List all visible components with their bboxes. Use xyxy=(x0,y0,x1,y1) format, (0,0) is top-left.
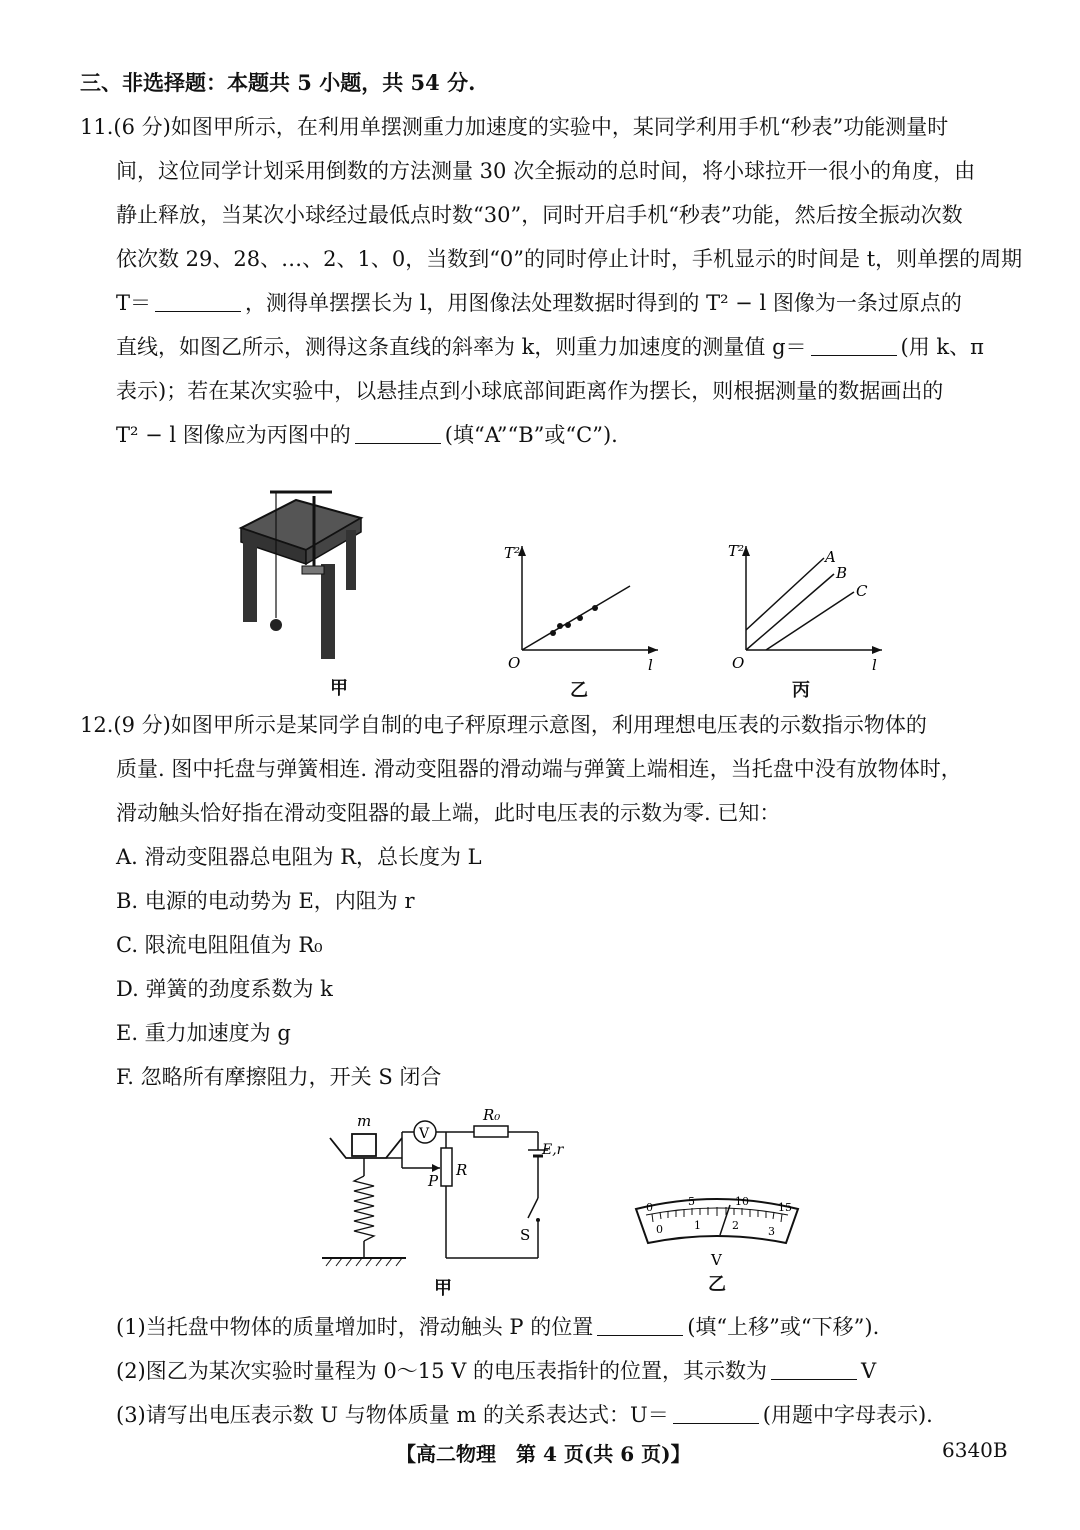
q11-graph-label: T² − l 图像应为丙图中的 xyxy=(116,423,351,447)
answer-blank-expression[interactable] xyxy=(673,1403,759,1424)
q12-line-2: 质量. 图中托盘与弹簧相连. 滑动变阻器的滑动端与弹簧上端相连，当托盘中没有放物体时， xyxy=(116,757,962,781)
q11-line-6-rest: (用 k、π xyxy=(900,335,984,359)
meter-lower-3: 3 xyxy=(768,1225,775,1238)
fig-caption-meter-yi: 乙 xyxy=(708,1274,726,1295)
q12-option-e: E. 重力加速度为 g xyxy=(116,1021,291,1045)
q12-line-1: 12.(9 分)如图甲所示是某同学自制的电子秤原理示意图，利用理想电压表的示数指示物体的 xyxy=(80,713,927,737)
q11-line-1: 11.(6 分)如图甲所示，在利用单摆测重力加速度的实验中，某同学利用手机“秒表”功能测量时 xyxy=(80,115,949,139)
q11-line-4: 依次数 29、28、…、2、1、0，当数到“0”的同时停止计时，手机显示的时间是 t，则单摆的周期 xyxy=(116,247,1023,271)
q11-line-2: 间，这位同学计划采用倒数的方法测量 30 次全振动的总时间，将小球拉开一很小的角度，由 xyxy=(116,159,976,183)
q12-option-c: C. 限流电阻阻值为 R₀ xyxy=(116,933,323,957)
answer-blank-slider[interactable] xyxy=(597,1315,683,1336)
q12-option-f: F. 忽略所有摩擦阻力，开关 S 闭合 xyxy=(116,1065,442,1089)
paper-code: 6340B xyxy=(942,1438,1008,1462)
q12-line-3: 滑动触头恰好指在滑动变阻器的最上端，此时电压表的示数为零. 已知： xyxy=(116,801,781,825)
graph-bing-origin: O xyxy=(732,654,745,672)
q12-sub-3 xyxy=(116,1400,933,1430)
fig-caption-circuit-jia: 甲 xyxy=(434,1278,452,1299)
fig-caption-bing: 丙 xyxy=(792,680,810,701)
meter-lower-0: 0 xyxy=(656,1223,663,1236)
q12-sub-1-rest: (填“上移”或“下移”). xyxy=(687,1315,880,1339)
q12-sub-3-text: (3)请写出电压表示数 U 与物体质量 m 的关系表达式：U＝ xyxy=(116,1403,669,1427)
mass-label: m xyxy=(357,1112,372,1130)
q12-sub-1-text: (1)当托盘中物体的质量增加时，滑动触头 P 的位置 xyxy=(116,1315,594,1339)
resistor-label: R xyxy=(456,1161,468,1179)
q11-line-3: 静止释放，当某次小球经过最低点时数“30”，同时开启手机“秒表”功能，然后按全振动次数 xyxy=(116,203,963,227)
answer-blank-graph[interactable] xyxy=(355,423,441,444)
meter-unit: V xyxy=(711,1251,722,1269)
pendulum-apparatus-figure xyxy=(236,478,366,678)
q11-line-7: 表示)；若在某次实验中，以悬挂点到小球底部间距离作为摆长，则根据测量的数据画出的 xyxy=(116,379,944,403)
voltmeter-dial-figure xyxy=(632,1195,802,1270)
line-a-label: A xyxy=(825,548,836,566)
graph-yi-x-label: l xyxy=(648,656,653,674)
r0-label: R₀ xyxy=(483,1106,501,1124)
q11-line-8-rest: (填“A”“B”或“C”). xyxy=(444,423,618,447)
graph-yi-y-label: T² xyxy=(504,544,521,562)
section-heading: 三、非选择题：本题共 5 小题，共 54 分. xyxy=(80,70,476,95)
q12-option-b: B. 电源的电动势为 E，内阻为 r xyxy=(116,889,415,913)
meter-upper-15: 15 xyxy=(778,1201,792,1214)
line-c-label: C xyxy=(856,582,868,600)
source-label: E,r xyxy=(542,1142,564,1158)
fig-caption-jia: 甲 xyxy=(330,678,348,699)
graph-bing-x-label: l xyxy=(872,656,877,674)
voltmeter-label: V xyxy=(419,1126,430,1142)
switch-label: S xyxy=(520,1226,531,1244)
q12-sub-1 xyxy=(116,1312,879,1342)
fig-caption-yi: 乙 xyxy=(570,680,588,701)
q12-sub-2 xyxy=(116,1356,876,1386)
q11-line-8 xyxy=(116,420,618,450)
q12-option-d: D. 弹簧的劲度系数为 k xyxy=(116,977,333,1001)
meter-upper-5: 5 xyxy=(688,1195,695,1208)
q12-sub-2-unit: V xyxy=(861,1359,877,1383)
electronic-scale-circuit xyxy=(316,1100,586,1275)
q11-line-6 xyxy=(116,332,984,362)
line-b-label: B xyxy=(836,564,848,582)
meter-upper-10: 10 xyxy=(735,1195,749,1208)
t2-l-graph-yi xyxy=(498,538,668,678)
q11-line-5-rest: ，测得单摆摆长为 l，用图像法处理数据时得到的 T² − l 图像为一条过原点的 xyxy=(245,291,962,315)
meter-lower-2: 2 xyxy=(732,1219,739,1232)
q11-t-label: T＝ xyxy=(116,291,152,315)
t2-l-graph-bing xyxy=(722,538,892,678)
answer-blank-g[interactable] xyxy=(811,335,897,356)
page-footer: 【高二物理 第 4 页(共 6 页)】 xyxy=(396,1442,691,1466)
q11-g-label: 直线，如图乙所示，测得这条直线的斜率为 k，则重力加速度的测量值 g＝ xyxy=(116,335,807,359)
graph-yi-origin: O xyxy=(508,654,521,672)
q12-sub-2-text: (2)图乙为某次实验时量程为 0～15 V 的电压表指针的位置，其示数为 xyxy=(116,1359,768,1383)
meter-upper-0: 0 xyxy=(646,1201,653,1214)
answer-blank-voltage[interactable] xyxy=(771,1359,857,1380)
meter-lower-1: 1 xyxy=(694,1219,701,1232)
graph-bing-y-label: T² xyxy=(728,542,745,560)
q11-line-5 xyxy=(116,288,962,318)
q12-sub-3-rest: (用题中字母表示). xyxy=(762,1403,933,1427)
slider-label: P xyxy=(428,1172,439,1190)
answer-blank-period[interactable] xyxy=(155,291,241,312)
q12-option-a: A. 滑动变阻器总电阻为 R，总长度为 L xyxy=(116,845,482,869)
